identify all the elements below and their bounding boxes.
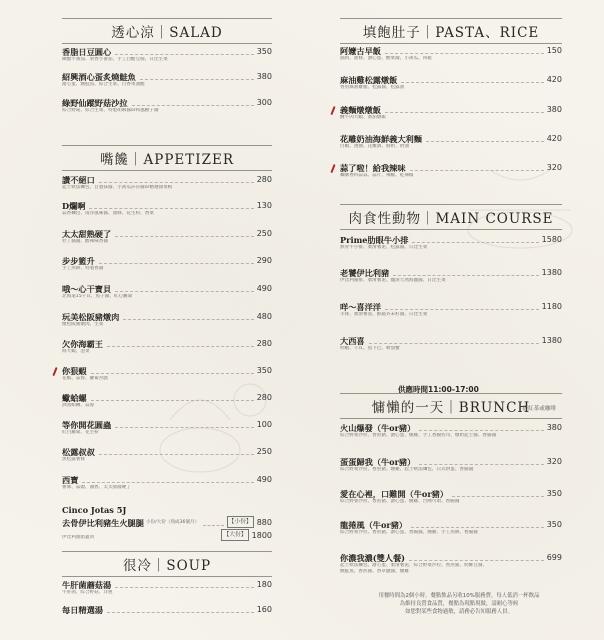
item-row — [62, 175, 272, 185]
leader-dots — [99, 454, 254, 455]
item-name: 義麵燉燉飯 — [340, 105, 381, 115]
menu-item — [340, 336, 562, 352]
item-name: 松露叔叔 — [62, 447, 95, 457]
item-price: 250 — [256, 447, 272, 456]
menu-item-recommended — [340, 163, 562, 179]
item-row — [62, 47, 272, 57]
item-price: 420 — [546, 75, 562, 84]
menu-item — [340, 489, 562, 505]
item-price: 320 — [546, 457, 562, 466]
item-price: 380 — [546, 423, 562, 432]
item-price: 160 — [256, 605, 272, 614]
item-name: 每日精選湯 — [62, 605, 103, 615]
item-row — [340, 336, 562, 346]
item-price: 250 — [256, 229, 272, 238]
item-description: 滷肉、油條、溏心蛋、酸菜醬、小黃瓜、肉鬆 — [340, 56, 432, 61]
menu-item — [340, 268, 562, 284]
leader-dots — [132, 105, 254, 106]
leader-dots — [410, 170, 544, 171]
item-row — [340, 302, 562, 312]
item-row — [62, 98, 272, 108]
item-price: 490 — [256, 284, 272, 293]
item-name: 大西喜 — [340, 336, 365, 346]
item-row — [340, 489, 562, 499]
item-price: 350 — [546, 489, 562, 498]
item-description: 手工煎餅、特製香醬 — [62, 266, 104, 271]
leader-dots — [82, 482, 253, 483]
item-name: 你濃我濃(雙人餐) — [340, 553, 406, 563]
section-title: 慵懶的一天｜BRUNCH — [371, 400, 531, 416]
item-name: 愛在心裡，口難開（牛or豬） — [340, 489, 449, 499]
item-name: 欠你海霸王 — [62, 339, 103, 349]
leader-dots — [115, 587, 254, 588]
item-description: 溏心蛋、燻鮭魚、綜合生菜、百香果油醋 — [62, 82, 145, 87]
menu-item — [62, 175, 272, 191]
leader-dots — [393, 275, 539, 276]
recommended-mark-icon — [329, 106, 336, 115]
leader-dots — [385, 309, 539, 310]
brunch-drink-note: 搭紅茶或咖啡 — [522, 406, 556, 412]
item-description: 陳醋牛番茄、果香小番茄、手工白醋豆腐、日比生菜 — [62, 57, 168, 62]
item-name: 綠野仙蹤野菇沙拉 — [62, 98, 128, 108]
item-name: 麻油雞松露燉飯 — [340, 75, 398, 85]
item-name: Prime肋眼牛小排 — [340, 235, 409, 245]
menu-item — [62, 98, 272, 114]
item-price: 420 — [546, 134, 562, 143]
item-row — [62, 201, 272, 211]
item-row — [340, 268, 562, 278]
item-name: 去骨伊比利豬生火腿腿 — [62, 518, 144, 528]
item-price: 480 — [256, 312, 272, 321]
leader-dots — [385, 112, 544, 113]
leader-dots — [401, 82, 543, 83]
leader-dots — [203, 525, 223, 526]
item-description: 起士軟法麵包、溏心蛋、柔滑薯泥、綜合野菜沙拉、香煎豬、奶酥豆腐、 — [340, 563, 488, 568]
menu-item — [62, 339, 272, 355]
menu-item — [62, 447, 272, 463]
item-price: 350 — [256, 47, 272, 56]
item-name: 火山爆發（牛or豬） — [340, 423, 416, 433]
item-description: 起士軟法麵包、自製抹醬、小黃瓜莎莎醬or精選甜菜根 — [62, 185, 173, 190]
leader-dots — [123, 319, 253, 320]
item-price: 280 — [256, 393, 272, 402]
item-price: 280 — [256, 175, 272, 184]
item-name: 讚不絕口 — [62, 175, 95, 185]
section-title: 填飽肚子｜PASTA、RICE — [362, 25, 540, 41]
leader-dots — [91, 400, 254, 401]
item-label: 小份/大份（熟成36個月） — [145, 520, 200, 525]
item-price: 380 — [546, 105, 562, 114]
leader-dots — [91, 373, 254, 374]
item-price: 1380 — [541, 268, 562, 277]
item-row — [340, 163, 562, 173]
section-title: 肉食性動物｜MAIN COURSE — [348, 211, 554, 227]
item-row — [62, 366, 272, 376]
menu-item — [340, 75, 562, 91]
item-price: 300 — [256, 98, 272, 107]
item-description: 香煎麻油雞腿、松露醬、松露油 — [340, 85, 405, 90]
item-description: 麵條香料蒜蒜、蒜片、辣椒、乾辣椒 — [340, 173, 414, 178]
leader-dots — [412, 242, 538, 243]
item-price: 290 — [256, 256, 272, 265]
menu-item — [62, 312, 272, 328]
leader-dots — [140, 79, 254, 80]
item-description: 海大蝦、泡菜 — [62, 349, 90, 354]
menu-item — [340, 520, 562, 536]
item-description: 伊比利豬排、柔滑薯泥、鹽漬天然海鹽醬、日比生菜 — [340, 278, 446, 283]
menu-item — [62, 393, 272, 409]
menu-item — [62, 475, 272, 491]
item-description: 紅白蘿蔔、花生粉 — [62, 430, 99, 435]
item-row — [62, 505, 272, 515]
item-row — [340, 553, 562, 563]
footnote-line: 用餐時間為2個小時，餐點飲品另收10%服務費，每人低消一杯飲品 — [378, 593, 540, 599]
menu-item — [62, 256, 272, 272]
leader-dots — [419, 430, 543, 431]
item-description: 北海道15干貝、魚子醬、紅心蘿蔔 — [62, 294, 133, 299]
menu-item — [62, 605, 272, 615]
menu-item-cinco-jotas — [62, 505, 272, 541]
leader-dots — [411, 527, 544, 528]
item-row — [62, 339, 272, 349]
leader-dots — [115, 427, 254, 428]
item-description: 羊排、柔滑薯泥、鮮蔬芥末籽醬、日比生菜 — [340, 312, 428, 317]
leader-dots — [89, 208, 253, 209]
item-name: 蒜了啦！給我辣味 — [340, 163, 406, 173]
item-name: 咩～喜洋洋 — [340, 302, 381, 312]
menu-item-recommended — [340, 105, 562, 121]
item-row — [62, 605, 272, 615]
item-description: 蒜香麵包、雨洋風味醬、油條、花生粉、香菜 — [62, 211, 154, 216]
item-price: 320 — [546, 163, 562, 172]
item-price: 150 — [546, 46, 562, 55]
leader-dots — [409, 560, 544, 561]
item-description: 酒蒸蛤蜊、蒜蓉 — [62, 403, 95, 408]
item-name: 太太甜熟硬了 — [62, 229, 112, 239]
brunch-serving-hours: 供應時間11:00-17:00 — [398, 385, 479, 394]
footnote-line: 如您對某些食物過敏，請務必告知服務人員。 — [405, 609, 513, 615]
footnote-line: 為維持良質食品質，餐點為現點現做，請耐心等候 — [399, 601, 519, 607]
item-row — [62, 229, 272, 239]
section-header-salad — [62, 18, 272, 44]
item-description: 伊比利油脂蓋肉 — [62, 535, 95, 540]
item-description: 綜合野菇、綜合生菜、特製胡麻醬or和風柚子醬 — [62, 108, 159, 113]
menu-item — [340, 46, 562, 62]
item-price: 1180 — [541, 302, 562, 311]
item-row — [62, 580, 272, 590]
item-name: Cinco Jotas 5J — [62, 505, 127, 515]
item-name: 蠍蛤螺 — [62, 393, 87, 403]
item-description: 綜合野菜沙拉、香煎豬、燻雞、起士軟法麵包、日式烘蛋、香腸醬 — [340, 467, 474, 472]
item-price: 1580 — [541, 235, 562, 244]
item-row — [340, 46, 562, 56]
footnote — [354, 592, 564, 616]
leader-dots — [107, 346, 254, 347]
item-row — [62, 284, 272, 294]
item-name: 龍捲風（牛or豬） — [340, 520, 408, 530]
section-header-pasta — [340, 18, 562, 44]
item-row — [62, 447, 272, 457]
item-description: 白蝦、透抽、花雕酒、鮮奶、奶油 — [340, 144, 409, 149]
item-description: 綜合野菜沙拉、香煎豬、溏心蛋、燻雞、台灣可頌、香腸醬 — [340, 499, 460, 504]
leader-dots — [115, 236, 254, 237]
item-price: 380 — [256, 72, 272, 81]
section-title: 很冷｜SOUP — [122, 558, 212, 574]
leader-dots — [385, 53, 544, 54]
item-price: 880 — [256, 518, 272, 527]
item-description: 薯條、蒜頭、醬香、太太甜醬硬了 — [62, 485, 131, 490]
item-name: 你狠蝦 — [62, 366, 87, 376]
item-name: 老饕伊比利豬 — [340, 268, 390, 278]
item-row — [340, 520, 562, 530]
item-row — [340, 105, 562, 115]
item-name: 步步籃升 — [62, 256, 95, 266]
menu-item — [62, 72, 272, 88]
item-row — [340, 134, 562, 144]
item-row — [62, 420, 272, 430]
menu-item — [62, 47, 272, 63]
item-description: 醃牛肉大蝦、番茄燉飯 — [340, 115, 386, 120]
item-price: 490 — [256, 475, 272, 484]
item-name: 蛋蛋歸我（牛or豬） — [340, 457, 416, 467]
item-price: 130 — [256, 201, 272, 210]
section-title: 嘴饞｜APPETIZER — [99, 152, 234, 168]
item-row — [340, 75, 562, 85]
leader-dots — [419, 464, 543, 465]
menu-item — [62, 201, 272, 217]
item-name: D爛啊 — [62, 201, 86, 211]
menu-item — [340, 134, 562, 150]
item-row — [340, 423, 562, 433]
menu-item — [62, 284, 272, 300]
item-row — [62, 312, 272, 322]
leader-dots — [107, 612, 254, 613]
section-header-main-course — [340, 204, 562, 230]
section-header-appetizer — [62, 145, 272, 171]
item-row — [62, 529, 272, 541]
leader-dots — [99, 182, 254, 183]
leader-dots — [369, 343, 539, 344]
item-description: 牛肝菌、綜合野菇、洋蔥 — [62, 590, 113, 595]
item-name: 阿嬤古早飯 — [340, 46, 381, 56]
menu-item — [340, 553, 562, 575]
item-row — [340, 235, 562, 245]
item-name: 玩美松阪豬燉肉 — [62, 312, 120, 322]
item-description: 綜合野菜沙拉、香煎豬、溏心蛋、燻雞、手工香腸佐司、燉奶起士醬、香腸醬 — [340, 433, 497, 438]
menu-item — [62, 229, 272, 245]
item-description: 黑松露薯條 — [62, 457, 85, 462]
item-description: 燻鮭魚、香煎豬、香草鹽醬、燻雞 — [340, 569, 409, 574]
item-description: 牡丁醬醬、酸辣味香醬 — [62, 239, 108, 244]
menu-item-recommended — [62, 366, 272, 382]
item-price: 350 — [546, 520, 562, 529]
item-row — [62, 393, 272, 403]
item-price: 100 — [256, 420, 272, 429]
menu-item — [62, 580, 272, 596]
item-price: 1800 — [251, 531, 272, 540]
item-row — [62, 256, 272, 266]
item-row — [340, 457, 562, 467]
item-description: 無骨牛小排、柔滑薯泥、松露醬、日比生菜 — [340, 245, 428, 250]
item-row — [62, 475, 272, 485]
item-description: 花椒、蒜蓉、蘿蔔宮戲 — [62, 376, 108, 381]
menu-item — [340, 423, 562, 439]
item-row — [62, 72, 272, 82]
item-row — [62, 516, 272, 528]
item-name: 紹興酒心蛋炙燒鮭魚 — [62, 72, 136, 82]
item-price: 350 — [256, 366, 272, 375]
leader-dots — [115, 54, 254, 55]
item-label: 【小份】 — [227, 516, 254, 528]
section-header-soup — [62, 551, 272, 577]
leader-dots — [452, 496, 544, 497]
item-name: 等你開花圓蟲 — [62, 420, 112, 430]
recommended-mark-icon — [329, 164, 336, 173]
menu-item — [62, 420, 272, 436]
item-name: 香脂日豆圓心 — [62, 47, 112, 57]
item-name: 花雕奶油海鮮義大利麵 — [340, 134, 422, 144]
item-description: 燉松阪豬燉肉、生菜 — [62, 322, 104, 327]
item-description: 明蝦、干貝、魚下巴、軟殼蟹 — [340, 346, 400, 351]
item-price: 699 — [546, 553, 562, 562]
item-price: 180 — [256, 580, 272, 589]
leader-dots — [99, 263, 254, 264]
item-name: 哦～心干寶貝 — [62, 284, 112, 294]
leader-dots — [115, 291, 254, 292]
leader-dots — [426, 141, 544, 142]
item-name: 牛肝菌蘑菇湯 — [62, 580, 112, 590]
menu-item — [340, 235, 562, 251]
section-title: 透心涼｜SALAD — [111, 25, 223, 41]
item-price: 280 — [256, 339, 272, 348]
menu-item — [340, 457, 562, 473]
item-label: 【大份】 — [221, 529, 248, 541]
item-name: 西寶 — [62, 475, 79, 485]
recommended-mark-icon — [51, 367, 58, 376]
item-description: 綜合野菜沙拉、香煎豬、溏心蛋、香腸醬、燻雞、手工煎餅、香腸醬 — [340, 530, 478, 535]
menu-item — [340, 302, 562, 318]
item-price: 1380 — [541, 336, 562, 345]
